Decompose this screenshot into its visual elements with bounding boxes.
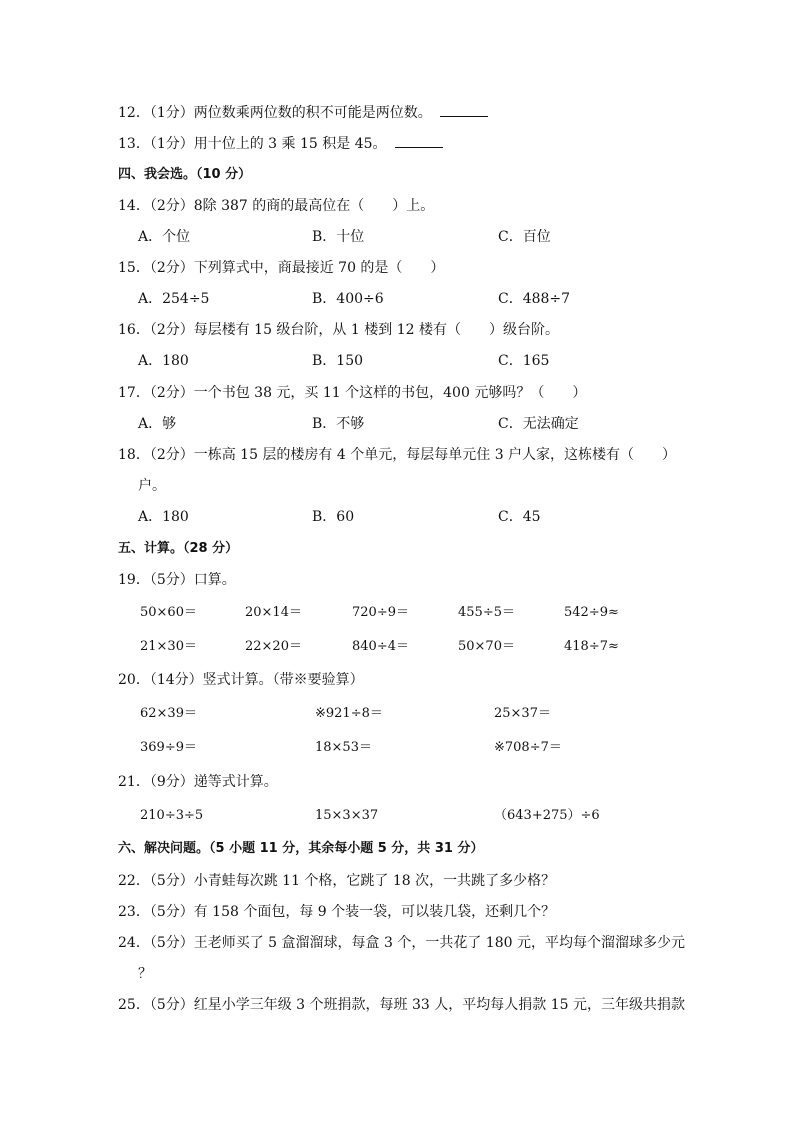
q21-item: 210÷3÷5 [140, 808, 204, 823]
q19-item: 20×14＝ [245, 605, 302, 620]
q19-item: 720÷9＝ [352, 605, 409, 620]
question-13 [118, 135, 443, 153]
q17-option-a[interactable]: A．够 [138, 416, 177, 432]
question-12 [118, 104, 488, 122]
q15-option-c[interactable]: C．488÷7 [498, 291, 571, 307]
q19-item: 455÷5＝ [458, 605, 515, 620]
q17-option-b[interactable]: B．不够 [312, 416, 365, 432]
question-22-text: 22．（5分）小青蛙每次跳 11 个格，它跳了 18 次，一共跳了多少格？ [118, 873, 556, 889]
q20-item: 25×37＝ [494, 706, 551, 721]
q18-option-a[interactable]: A．180 [138, 509, 189, 525]
question-19-text: 19．（5分）口算。 [118, 572, 236, 588]
q19-item: 22×20＝ [245, 639, 302, 654]
q19-item: 542÷9≈ [564, 605, 619, 620]
q15-option-b[interactable]: B．400÷6 [312, 291, 384, 307]
q19-item: 418÷7≈ [564, 639, 619, 654]
question-24-text: 24．（5分）王老师买了 5 盒溜溜球，每盒 3 个，一共花了 180 元，平均每个溜溜球多少元 [118, 935, 685, 951]
q14-option-a[interactable]: A．个位 [138, 229, 191, 245]
question-17-text: 17．（2分）一个书包 38 元，买 11 个这样的书包，400 元够吗？（ ） [118, 385, 587, 401]
q16-option-a[interactable]: A．180 [138, 353, 189, 369]
q15-option-a[interactable]: A．254÷5 [138, 291, 210, 307]
section-5-title: 五、计算。（28 分） [118, 541, 239, 556]
question-16-text: 16．（2分）每层楼有 15 级台阶，从 1 楼到 12 楼有（ ）级台阶。 [118, 322, 559, 338]
q18-option-c[interactable]: C．45 [498, 509, 541, 525]
q17-option-c[interactable]: C．无法确定 [498, 416, 579, 432]
answer-blank-12[interactable] [440, 104, 488, 117]
question-20-text: 20．（14分）竖式计算。（带※要验算） [118, 672, 364, 688]
q20-item: 369÷9＝ [140, 740, 197, 755]
q14-option-c[interactable]: C．百位 [498, 229, 551, 245]
q20-item: 18×53＝ [315, 740, 372, 755]
q21-item: 15×3×37 [315, 808, 379, 823]
question-25-text: 25．（5分）红星小学三年级 3 个班捐款，每班 33 人，平均每人捐款 15 元，三年级共捐款 [118, 997, 685, 1013]
q14-option-b[interactable]: B．十位 [312, 229, 365, 245]
q16-option-b[interactable]: B．150 [312, 353, 364, 369]
question-13-text: 13．（1分）用十位上的 3 乘 15 积是 45。 [118, 136, 387, 152]
section-4-title: 四、我会选。（10 分） [118, 167, 252, 182]
q21-item: （643+275）÷6 [494, 808, 600, 823]
q20-item: 62×39＝ [140, 706, 197, 721]
question-21-text: 21．（9分）递等式计算。 [118, 774, 278, 790]
section-6-title: 六、解决问题。（5 小题 11 分，其余每小题 5 分，共 31 分） [118, 841, 484, 856]
question-18-continuation: 户。 [138, 478, 166, 494]
q19-item: 21×30＝ [140, 639, 197, 654]
question-12-text: 12．（1分）两位数乘两位数的积不可能是两位数。 [118, 105, 432, 121]
q16-option-c[interactable]: C．165 [498, 353, 550, 369]
q19-item: 50×70＝ [458, 639, 515, 654]
q19-item: 840÷4＝ [352, 639, 409, 654]
q18-option-b[interactable]: B．60 [312, 509, 355, 525]
question-15-text: 15．（2分）下列算式中，商最接近 70 的是（ ） [118, 260, 445, 276]
question-23-text: 23．（5分）有 158 个面包，每 9 个装一袋，可以装几袋，还剩几个？ [118, 904, 556, 920]
question-18-text: 18．（2分）一栋高 15 层的楼房有 4 个单元，每层每单元住 3 户人家，这栋楼有（ ） [118, 447, 677, 463]
answer-blank-13[interactable] [395, 135, 443, 148]
q20-item: ※708÷7＝ [494, 740, 562, 755]
question-14-text: 14．（2分）8除 387 的商的最高位在（ ）上。 [118, 198, 435, 214]
q20-item: ※921÷8＝ [315, 706, 383, 721]
question-24-continuation: ？ [138, 966, 152, 982]
q19-item: 50×60＝ [140, 605, 197, 620]
